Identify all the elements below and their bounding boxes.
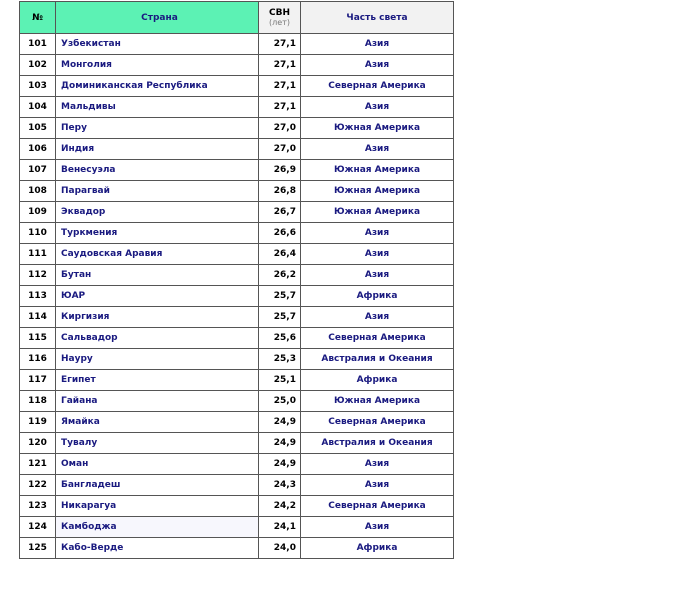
table-header [20,2,453,33]
row-country: Узбекистан [56,34,258,54]
row-num: 119 [20,412,55,432]
row-num: 118 [20,391,55,411]
row-country: Монголия [56,55,258,75]
table-row [20,139,453,159]
row-svn: 24,3 [259,475,300,495]
table-row [20,370,453,390]
header-country: Страна [56,2,258,33]
row-country: ЮАР [56,286,258,306]
row-part: Северная Америка [301,328,453,348]
table-row [20,475,453,495]
table-row [20,328,453,348]
row-country: Эквадор [56,202,258,222]
row-part: Африка [301,286,453,306]
row-num: 105 [20,118,55,138]
row-country: Доминиканская Республика [56,76,258,96]
row-num: 124 [20,517,55,537]
table-row [20,202,453,222]
countries-table [19,1,454,559]
table-row [20,160,453,180]
row-num: 103 [20,76,55,96]
row-num: 113 [20,286,55,306]
header-svn [259,2,300,33]
row-country: Египет [56,370,258,390]
row-svn: 25,7 [259,307,300,327]
row-part: Южная Америка [301,391,453,411]
row-part: Африка [301,538,453,558]
row-country: Науру [56,349,258,369]
table-row [20,307,453,327]
row-svn: 26,9 [259,160,300,180]
row-num: 114 [20,307,55,327]
table-row [20,454,453,474]
table-row [20,349,453,369]
row-country: Оман [56,454,258,474]
row-num: 112 [20,265,55,285]
row-svn: 27,0 [259,139,300,159]
row-svn: 27,1 [259,76,300,96]
row-country: Кабо-Верде [56,538,258,558]
row-num: 106 [20,139,55,159]
row-num: 102 [20,55,55,75]
row-svn: 25,1 [259,370,300,390]
table-row [20,286,453,306]
row-svn: 26,7 [259,202,300,222]
header-part: Часть света [301,2,453,33]
row-num: 101 [20,34,55,54]
table-row [20,433,453,453]
row-num: 111 [20,244,55,264]
row-num: 104 [20,97,55,117]
row-country: Мальдивы [56,97,258,117]
row-country: Гайана [56,391,258,411]
row-svn: 24,9 [259,454,300,474]
row-svn: 24,2 [259,496,300,516]
header-svn-unit: (лет) [269,17,290,27]
row-svn: 25,0 [259,391,300,411]
row-svn: 25,3 [259,349,300,369]
table-row [20,517,453,537]
row-svn: 25,7 [259,286,300,306]
row-part: Азия [301,517,453,537]
row-num: 125 [20,538,55,558]
row-svn: 27,0 [259,118,300,138]
row-num: 117 [20,370,55,390]
row-part: Азия [301,97,453,117]
row-num: 120 [20,433,55,453]
row-country: Киргизия [56,307,258,327]
row-part: Африка [301,370,453,390]
row-part: Азия [301,139,453,159]
row-country: Камбоджа [56,517,258,537]
row-svn: 27,1 [259,34,300,54]
row-svn: 27,1 [259,97,300,117]
row-part: Азия [301,55,453,75]
row-num: 110 [20,223,55,243]
row-country: Тувалу [56,433,258,453]
row-country: Индия [56,139,258,159]
row-num: 116 [20,349,55,369]
table-row [20,223,453,243]
table-row [20,391,453,411]
row-part: Азия [301,454,453,474]
row-part: Северная Америка [301,76,453,96]
row-part: Южная Америка [301,202,453,222]
row-part: Азия [301,34,453,54]
table-row [20,97,453,117]
row-svn: 26,8 [259,181,300,201]
table-row [20,496,453,516]
row-country: Никарагуа [56,496,258,516]
row-num: 121 [20,454,55,474]
row-country: Венесуэла [56,160,258,180]
row-num: 122 [20,475,55,495]
row-part: Южная Америка [301,160,453,180]
table-row [20,118,453,138]
row-num: 108 [20,181,55,201]
row-num: 109 [20,202,55,222]
row-country: Сальвадор [56,328,258,348]
row-part: Азия [301,265,453,285]
row-part: Австралия и Океания [301,433,453,453]
row-country: Туркмения [56,223,258,243]
row-part: Южная Америка [301,181,453,201]
row-num: 107 [20,160,55,180]
row-part: Австралия и Океания [301,349,453,369]
row-country: Ямайка [56,412,258,432]
row-part: Южная Америка [301,118,453,138]
table-body [20,34,453,558]
row-svn: 27,1 [259,55,300,75]
row-part: Северная Америка [301,412,453,432]
row-part: Азия [301,223,453,243]
row-part: Азия [301,475,453,495]
table-row [20,412,453,432]
row-num: 115 [20,328,55,348]
row-svn: 25,6 [259,328,300,348]
row-svn: 24,1 [259,517,300,537]
table-row [20,538,453,558]
row-country: Саудовская Аравия [56,244,258,264]
table-row [20,265,453,285]
header-num: № [20,2,55,33]
table-row [20,76,453,96]
row-svn: 26,4 [259,244,300,264]
row-svn: 24,9 [259,412,300,432]
row-country: Парагвай [56,181,258,201]
table-row [20,55,453,75]
row-svn: 24,0 [259,538,300,558]
table-row [20,181,453,201]
header-svn-label: СВН [269,7,290,18]
header-row [20,2,453,33]
row-part: Азия [301,244,453,264]
row-num: 123 [20,496,55,516]
row-country: Бутан [56,265,258,285]
row-svn: 26,6 [259,223,300,243]
table-row [20,34,453,54]
row-country: Бангладеш [56,475,258,495]
row-svn: 24,9 [259,433,300,453]
row-part: Азия [301,307,453,327]
row-part: Северная Америка [301,496,453,516]
row-svn: 26,2 [259,265,300,285]
table-row [20,244,453,264]
row-country: Перу [56,118,258,138]
